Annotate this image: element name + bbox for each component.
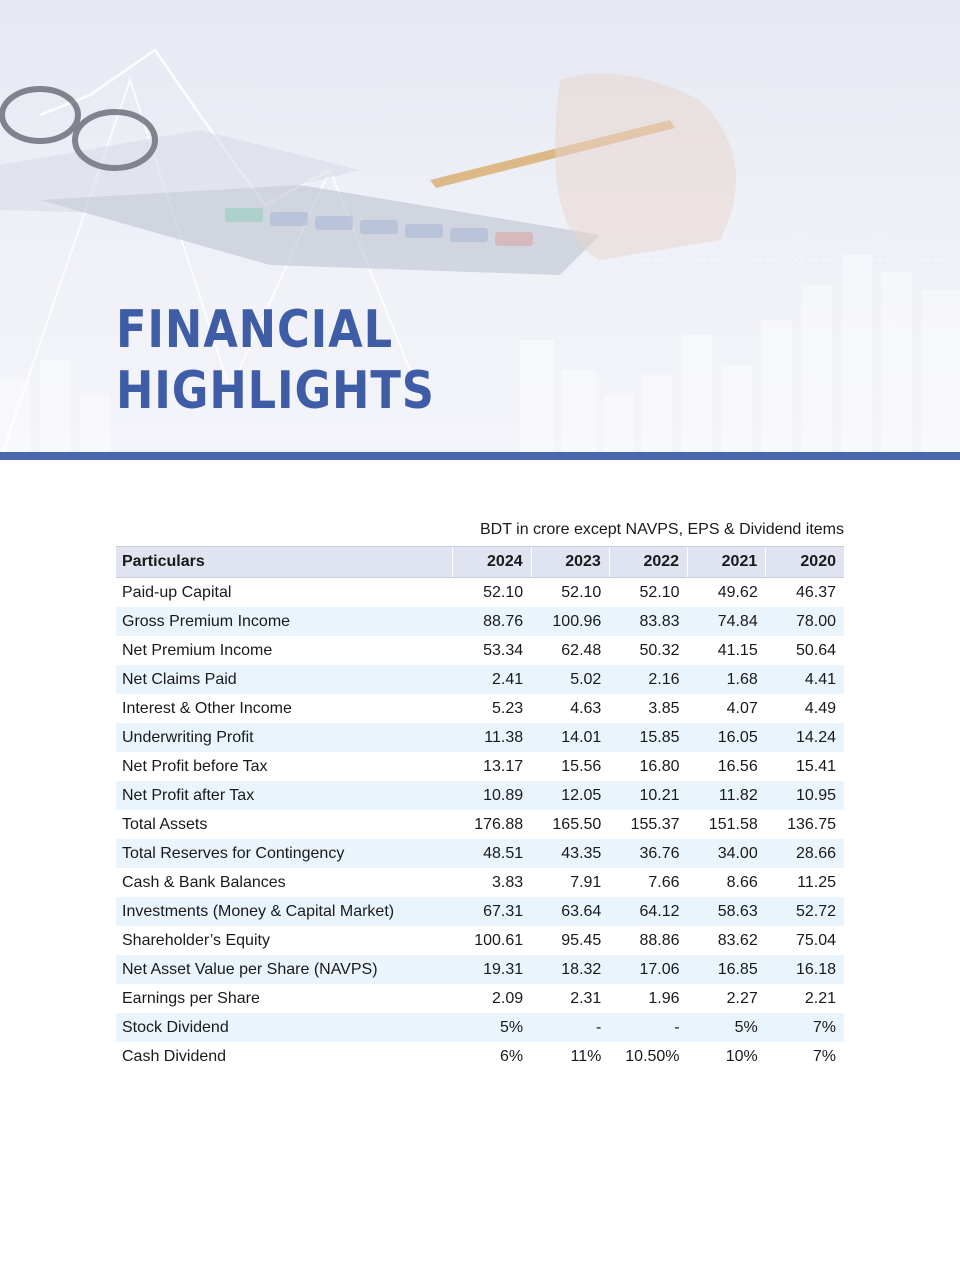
row-label: Net Premium Income <box>122 641 273 659</box>
row-value: 52.10 <box>483 583 524 601</box>
row-value: 16.80 <box>639 757 680 775</box>
row-value: 100.61 <box>474 931 524 949</box>
row-value: 2.27 <box>726 989 758 1007</box>
row-value: 52.10 <box>639 583 680 601</box>
row-value: 136.75 <box>787 815 836 833</box>
row-label: Net Profit after Tax <box>116 781 453 810</box>
page-title-line1: FINANCIAL <box>116 300 393 360</box>
row-value: 4.63 <box>570 699 602 717</box>
row-value: 3.83 <box>491 873 524 891</box>
row-value: 155.37 <box>630 815 680 833</box>
row-value: 43.35 <box>531 839 609 868</box>
table-row <box>116 984 844 1013</box>
row-value: 151.58 <box>708 815 758 833</box>
row-value: 1.68 <box>688 665 766 694</box>
row-value: 5% <box>688 1013 766 1042</box>
row-value: 95.45 <box>561 931 602 949</box>
row-value: 5% <box>453 1013 531 1042</box>
row-value: 11.38 <box>453 723 531 752</box>
row-label: Cash & Bank Balances <box>122 873 286 891</box>
row-label: Gross Premium Income <box>116 607 453 636</box>
row-value: 10.95 <box>766 781 844 810</box>
row-value: 48.51 <box>453 839 531 868</box>
row-value: 74.84 <box>688 607 766 636</box>
row-value: 8.66 <box>726 873 758 891</box>
row-label: Underwriting Profit <box>116 723 453 752</box>
row-value: - <box>531 1013 609 1042</box>
row-label: Total Reserves for Contingency <box>116 839 453 868</box>
row-value: 7.66 <box>648 873 680 891</box>
unit-note: BDT in crore except NAVPS, EPS & Dividend items <box>480 521 844 538</box>
header-year: 2020 <box>766 547 844 578</box>
row-value: 67.31 <box>453 897 531 926</box>
row-value: 18.32 <box>531 955 609 984</box>
row-value: 75.04 <box>795 931 836 949</box>
table-row <box>116 781 844 810</box>
financial-highlights-table <box>116 546 844 1071</box>
row-value: 165.50 <box>552 815 602 833</box>
row-value: 6% <box>500 1047 524 1065</box>
row-value: 36.76 <box>609 839 687 868</box>
row-value: 41.15 <box>717 641 758 659</box>
row-value: 83.83 <box>609 607 687 636</box>
row-value: 50.32 <box>639 641 680 659</box>
header-year: 2024 <box>453 547 531 578</box>
row-value: 10.50% <box>625 1047 680 1065</box>
table-row <box>116 955 844 984</box>
row-label: Shareholder’s Equity <box>122 931 270 949</box>
table-row <box>116 752 844 781</box>
row-value: 63.64 <box>531 897 609 926</box>
row-label: Stock Dividend <box>116 1013 453 1042</box>
row-value: 88.86 <box>639 931 680 949</box>
row-value: 50.64 <box>795 641 836 659</box>
page-title <box>116 300 435 422</box>
table-row <box>116 839 844 868</box>
table-row <box>116 665 844 694</box>
row-value: 2.21 <box>804 989 836 1007</box>
row-value: 2.31 <box>570 989 602 1007</box>
row-value: 4.07 <box>726 699 758 717</box>
row-label: Investments (Money & Capital Market) <box>116 897 453 926</box>
row-value: 10.21 <box>609 781 687 810</box>
row-value: 64.12 <box>609 897 687 926</box>
table-row <box>116 810 844 839</box>
row-value: 62.48 <box>561 641 602 659</box>
row-label: Net Claims Paid <box>116 665 453 694</box>
row-value: 7% <box>766 1013 844 1042</box>
row-value: 52.10 <box>561 583 602 601</box>
row-value: 83.62 <box>717 931 758 949</box>
table-row <box>116 897 844 926</box>
row-label: Cash Dividend <box>122 1047 227 1065</box>
row-value: 14.01 <box>531 723 609 752</box>
row-value: 13.17 <box>483 757 524 775</box>
page-title-line2: HIGHLIGHTS <box>116 361 435 421</box>
row-value: 7.91 <box>570 873 602 891</box>
row-value: 11.25 <box>797 873 836 891</box>
row-value: 4.49 <box>804 699 836 717</box>
table-row <box>116 868 844 897</box>
row-value: 2.09 <box>491 989 524 1007</box>
header-year: 2023 <box>531 547 609 578</box>
row-value: 16.56 <box>717 757 758 775</box>
row-value: 2.41 <box>453 665 531 694</box>
header-year: 2022 <box>609 547 687 578</box>
row-value: 28.66 <box>766 839 844 868</box>
row-value: - <box>609 1013 687 1042</box>
row-label: Paid-up Capital <box>122 583 232 601</box>
table-row <box>116 578 844 608</box>
table-row <box>116 1042 844 1071</box>
row-value: 17.06 <box>609 955 687 984</box>
table-row <box>116 694 844 723</box>
row-label: Net Profit before Tax <box>122 757 268 775</box>
row-value: 34.00 <box>688 839 766 868</box>
header-year: 2021 <box>688 547 766 578</box>
row-label: Interest & Other Income <box>122 699 292 717</box>
header-particulars: Particulars <box>116 547 453 578</box>
row-value: 15.85 <box>609 723 687 752</box>
row-value: 10.89 <box>453 781 531 810</box>
table-row <box>116 926 844 955</box>
row-value: 15.41 <box>795 757 836 775</box>
row-value: 3.85 <box>648 699 680 717</box>
row-value: 53.34 <box>483 641 524 659</box>
row-value: 49.62 <box>717 583 758 601</box>
row-value: 4.41 <box>766 665 844 694</box>
row-value: 176.88 <box>474 815 524 833</box>
table-header-row <box>116 547 844 578</box>
row-value: 11.82 <box>688 781 766 810</box>
row-value: 78.00 <box>766 607 844 636</box>
row-value: 15.56 <box>561 757 602 775</box>
row-value: 88.76 <box>453 607 531 636</box>
row-value: 1.96 <box>648 989 680 1007</box>
row-label: Net Asset Value per Share (NAVPS) <box>116 955 453 984</box>
row-value: 16.05 <box>688 723 766 752</box>
row-value: 19.31 <box>453 955 531 984</box>
row-label: Earnings per Share <box>122 989 260 1007</box>
row-value: 46.37 <box>795 583 836 601</box>
row-label: Total Assets <box>122 815 208 833</box>
table-row <box>116 723 844 752</box>
row-value: 10% <box>725 1047 758 1065</box>
hero-divider <box>0 452 960 460</box>
row-value: 12.05 <box>531 781 609 810</box>
row-value: 58.63 <box>688 897 766 926</box>
row-value: 16.85 <box>688 955 766 984</box>
table-row <box>116 607 844 636</box>
row-value: 14.24 <box>766 723 844 752</box>
hero-banner <box>0 0 960 452</box>
row-value: 5.23 <box>491 699 524 717</box>
row-value: 16.18 <box>766 955 844 984</box>
row-value: 2.16 <box>609 665 687 694</box>
row-value: 7% <box>812 1047 836 1065</box>
row-value: 52.72 <box>766 897 844 926</box>
table-row <box>116 1013 844 1042</box>
row-value: 100.96 <box>531 607 609 636</box>
table-row <box>116 636 844 665</box>
row-value: 5.02 <box>531 665 609 694</box>
row-value: 11% <box>570 1047 602 1065</box>
